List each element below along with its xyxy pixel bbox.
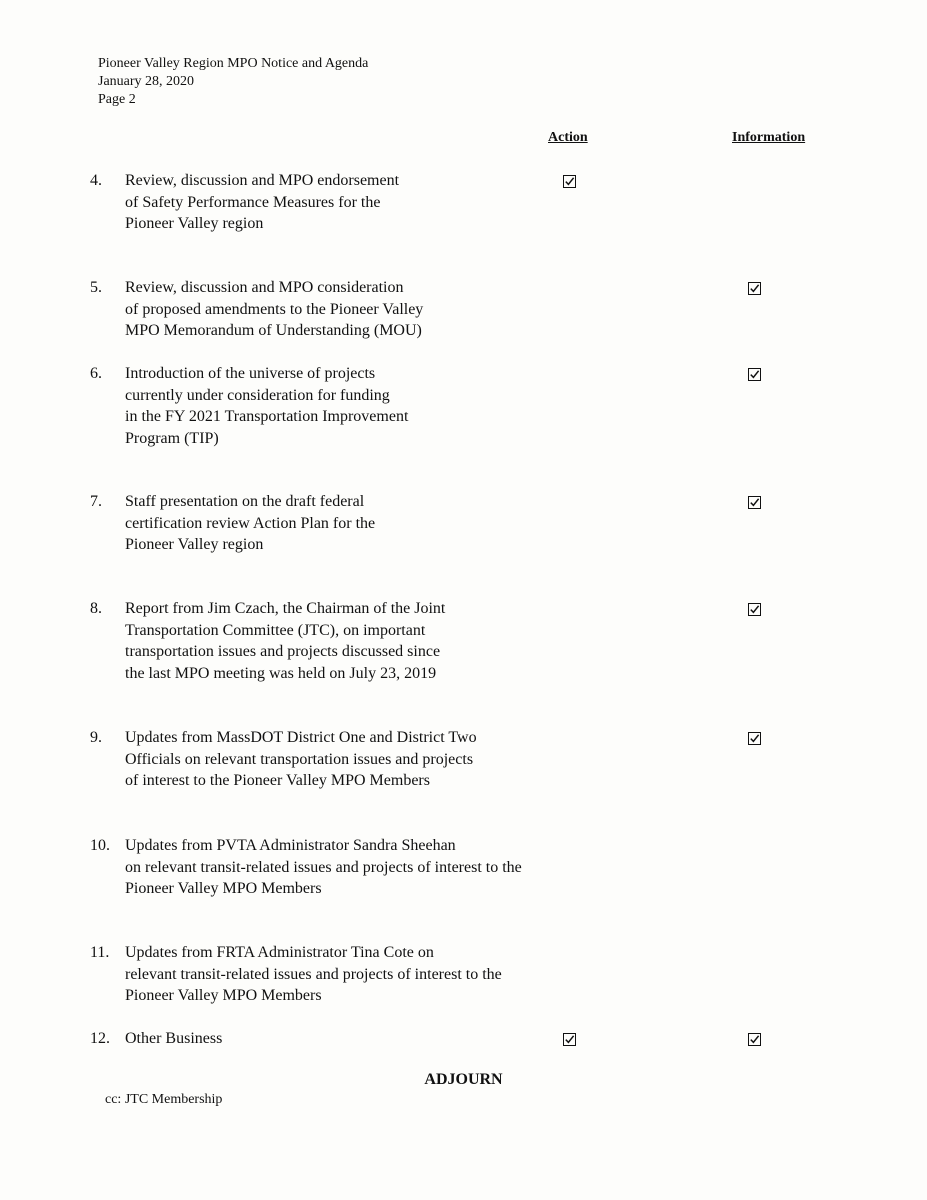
information-checkbox-checked-icon — [748, 603, 761, 616]
column-heading-information: Information — [732, 130, 806, 145]
agenda-item-text — [125, 598, 595, 685]
agenda-item-line: relevant transit-related issues and projects of interest to the — [125, 965, 502, 983]
information-checkbox-checked-icon — [748, 732, 761, 745]
agenda-item-text — [125, 835, 595, 900]
agenda-item-text — [125, 942, 595, 1007]
agenda-item-line: in the FY 2021 Transportation Improvement — [125, 408, 409, 426]
agenda-item-text — [125, 1028, 595, 1050]
cc-line: cc: JTC Membership — [105, 1092, 223, 1107]
agenda-item-line: Pioneer Valley MPO Members — [125, 987, 322, 1005]
agenda-item-text — [125, 363, 595, 450]
agenda-item-line: of interest to the Pioneer Valley MPO Members — [125, 772, 430, 790]
agenda-item-number: 12. — [90, 1030, 110, 1047]
agenda-item-line: Updates from FRTA Administrator Tina Cote on — [125, 944, 434, 961]
agenda-item-text — [125, 491, 595, 556]
page-header — [98, 55, 368, 109]
agenda-item-number: 9. — [90, 729, 102, 746]
agenda-item-line: Introduction of the universe of projects — [125, 365, 376, 382]
agenda-item-line: Report from Jim Czach, the Chairman of the Joint — [125, 600, 446, 617]
agenda-item-number: 11. — [90, 944, 110, 961]
agenda-item-line: Program (TIP) — [125, 430, 219, 448]
agenda-item-number: 6. — [90, 365, 102, 382]
agenda-item-number: 7. — [90, 493, 102, 510]
agenda-item-line: on relevant transit-related issues and projects of interest to the — [125, 858, 522, 876]
agenda-item-number: 5. — [90, 279, 102, 296]
adjourn-heading: ADJOURN — [424, 1071, 503, 1088]
header-date: January 28, 2020 — [98, 74, 195, 89]
column-heading-action: Action — [548, 130, 588, 145]
agenda-item-line: Review, discussion and MPO consideration — [125, 279, 404, 296]
agenda-item-line: Pioneer Valley region — [125, 536, 264, 554]
agenda-item-line: Pioneer Valley MPO Members — [125, 880, 322, 898]
agenda-item-line: Updates from PVTA Administrator Sandra Sheehan — [125, 837, 456, 854]
agenda-item-line: Transportation Committee (JTC), on important — [125, 621, 426, 639]
agenda-item-line: the last MPO meeting was held on July 23, 2019 — [125, 665, 437, 683]
agenda-item-line: of Safety Performance Measures for the — [125, 193, 381, 211]
agenda-item-number: 10. — [90, 837, 110, 854]
agenda-item-line: currently under consideration for funding — [125, 386, 390, 404]
header-page-number: Page 2 — [98, 92, 136, 107]
information-checkbox-checked-icon — [748, 496, 761, 509]
agenda-item-text — [125, 727, 595, 792]
agenda-item-line: of proposed amendments to the Pioneer Valley — [125, 300, 424, 318]
agenda-item-number: 8. — [90, 600, 102, 617]
information-checkbox-checked-icon — [748, 368, 761, 381]
agenda-item-number: 4. — [90, 172, 102, 189]
agenda-item-line: Staff presentation on the draft federal — [125, 493, 365, 510]
agenda-item-line: Updates from MassDOT District One and District Two — [125, 729, 477, 746]
agenda-item-text — [125, 277, 595, 342]
agenda-item-line: MPO Memorandum of Understanding (MOU) — [125, 322, 422, 340]
information-checkbox-checked-icon — [748, 1033, 761, 1046]
agenda-item-line: Review, discussion and MPO endorsement — [125, 172, 400, 189]
agenda-item-line: certification review Action Plan for the — [125, 514, 376, 532]
information-checkbox-checked-icon — [748, 282, 761, 295]
agenda-item-line: Officials on relevant transportation issues and projects — [125, 750, 474, 768]
agenda-item-line: Other Business — [125, 1030, 223, 1047]
agenda-item-text — [125, 170, 595, 235]
action-checkbox-checked-icon — [563, 1033, 576, 1046]
action-checkbox-checked-icon — [563, 175, 576, 188]
header-title: Pioneer Valley Region MPO Notice and Agenda — [98, 56, 369, 71]
agenda-item-line: transportation issues and projects discussed since — [125, 643, 441, 661]
agenda-item-line: Pioneer Valley region — [125, 215, 264, 233]
